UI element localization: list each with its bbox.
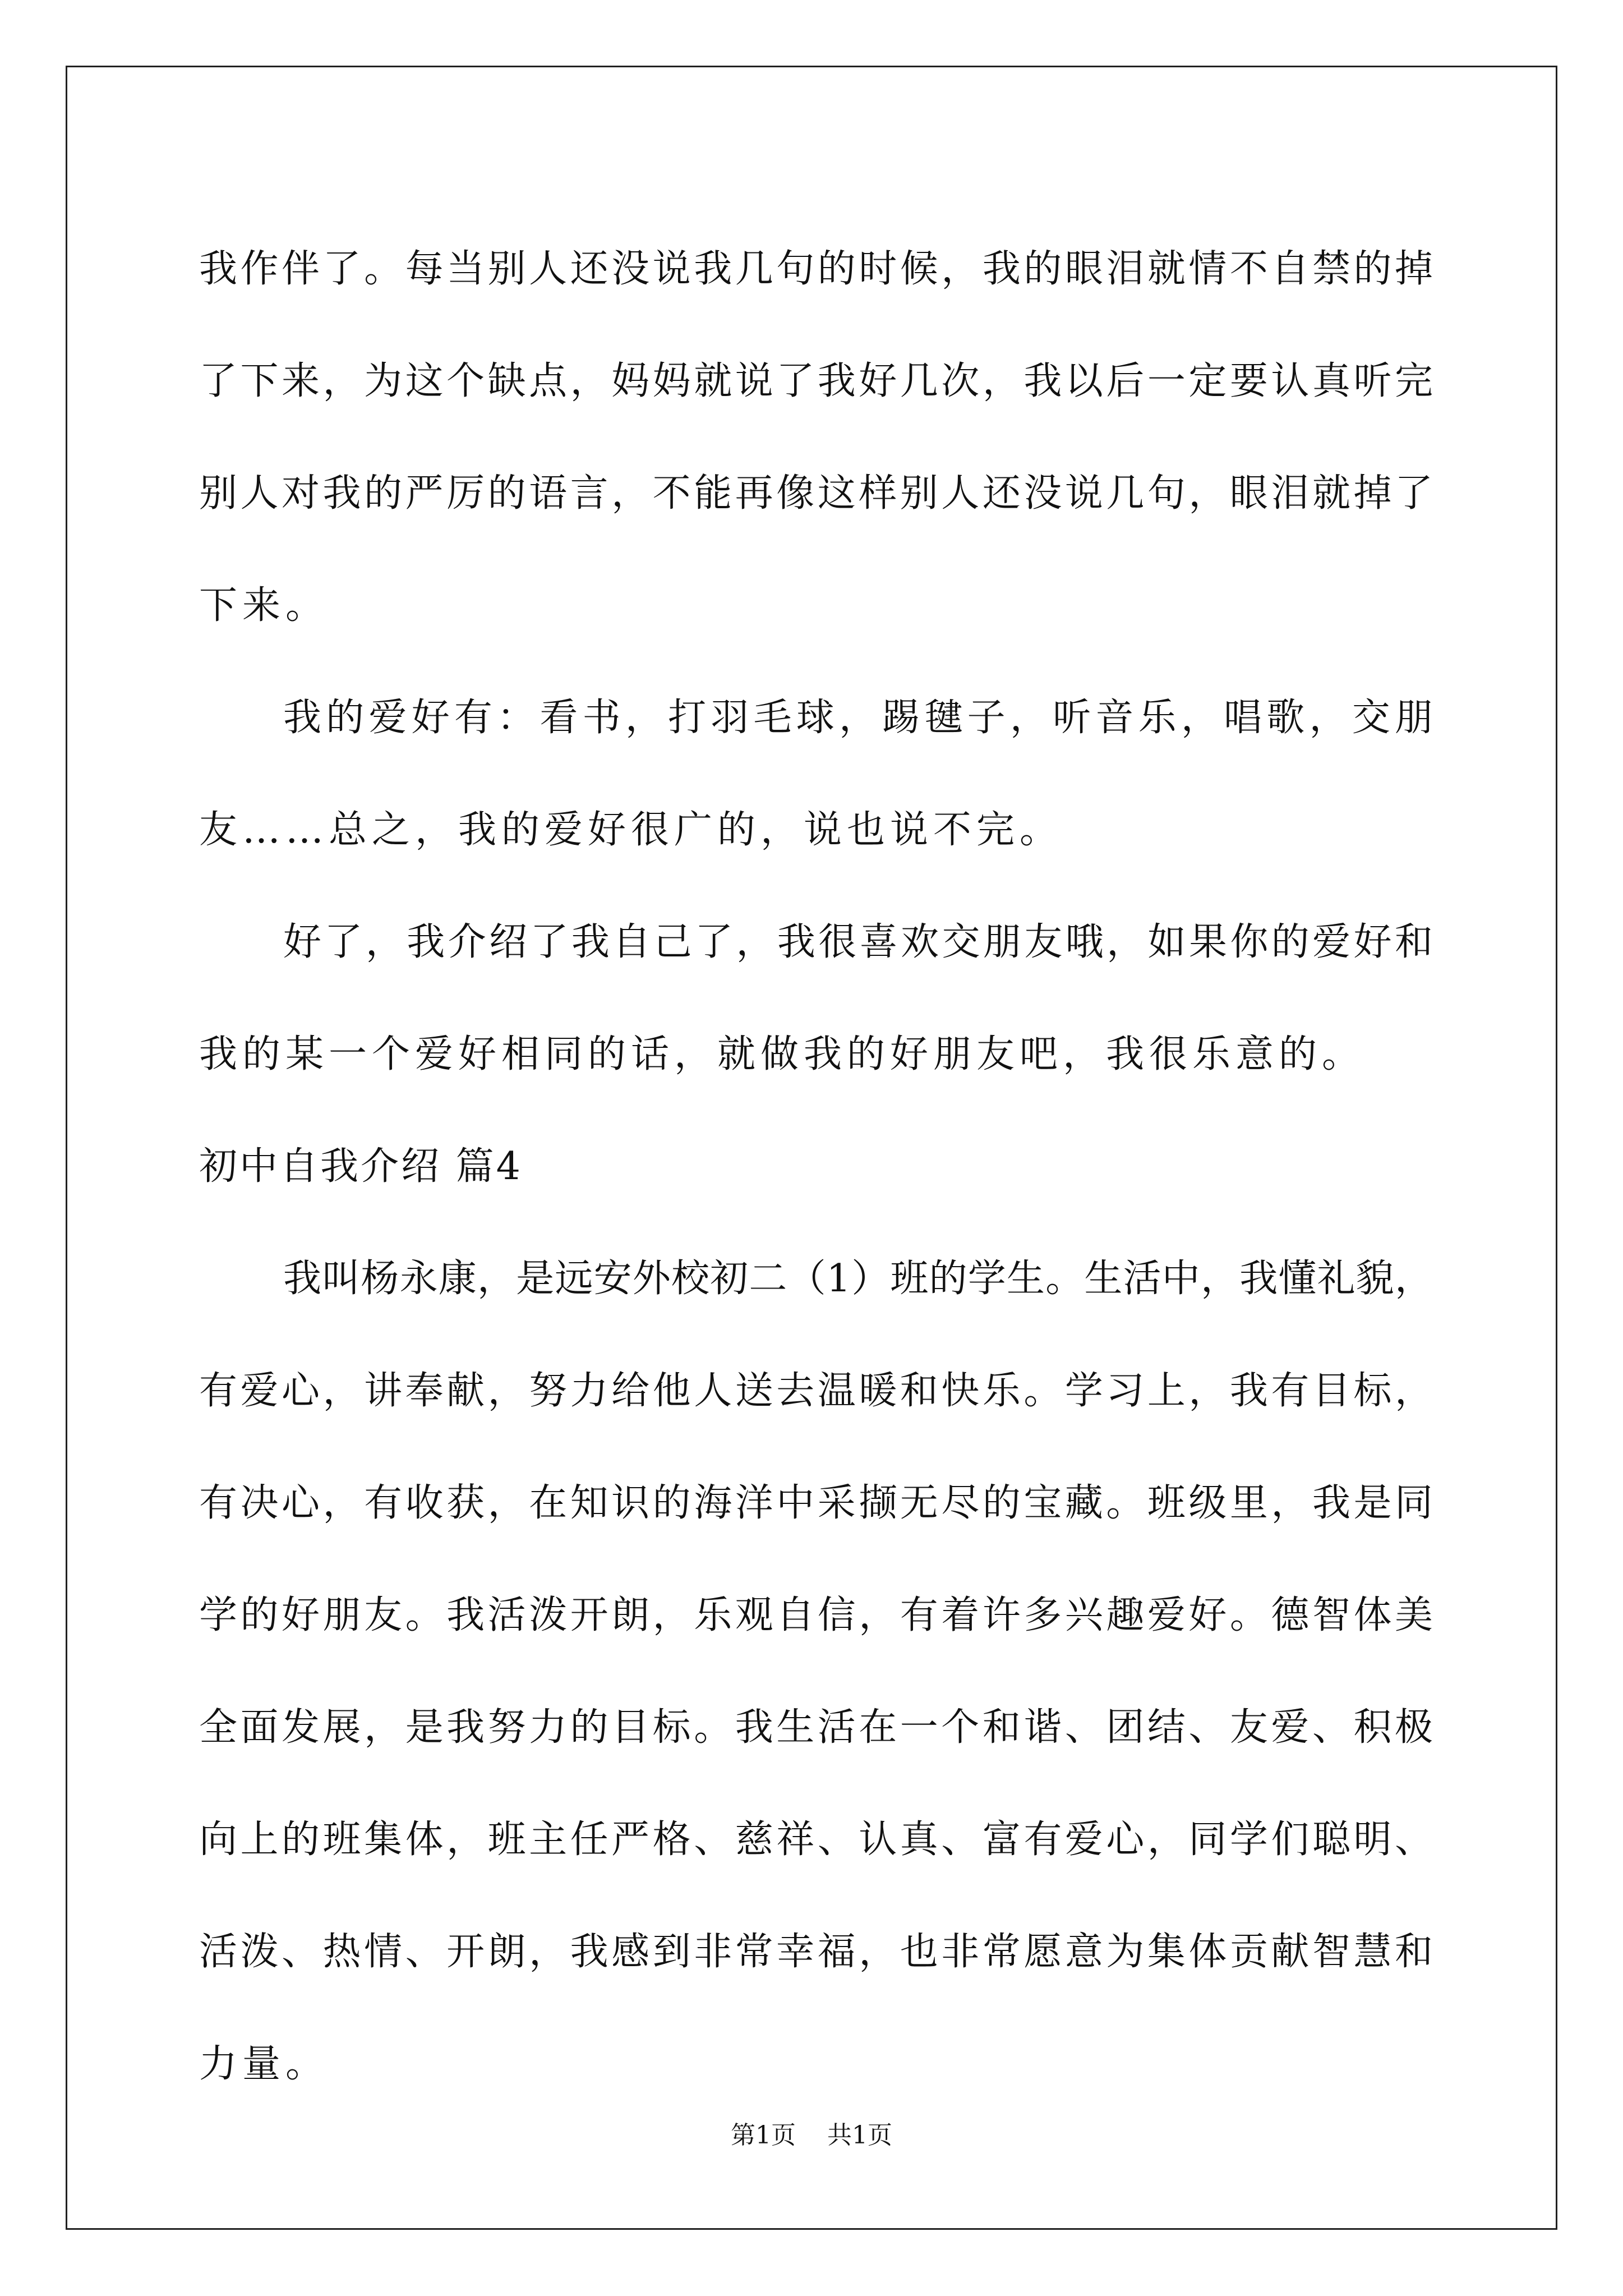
page-number-footer: 第1页 共1页	[731, 2121, 892, 2150]
text-line: 我的某一个爱好相同的话，就做我的好朋友吧，我很乐意的。	[199, 1032, 1366, 1076]
text-line: 我的爱好有：看书，打羽毛球，踢毽子，听音乐，唱歌，交朋	[283, 696, 1433, 740]
text-line: 向上的班集体，班主任严格、慈祥、认真、富有爱心，同学们聪明、	[199, 1818, 1433, 1862]
text-line: 有决心，有收获，在知识的海洋中采撷无尽的宝藏。班级里，我是同	[199, 1481, 1433, 1525]
text-line: 我叫杨永康，是远安外校初二（1）班的学生。生活中，我懂礼貌，	[283, 1257, 1433, 1301]
section-heading: 初中自我介绍 篇4	[199, 1144, 523, 1189]
text-line: 全面发展，是我努力的目标。我生活在一个和谐、团结、友爱、积极	[199, 1705, 1433, 1750]
text-line: 下来。	[199, 583, 329, 628]
text-line: 活泼、热情、开朗，我感到非常幸福，也非常愿意为集体贡献智慧和	[199, 1930, 1433, 1974]
document-body	[199, 213, 1433, 2120]
text-line: 有爱心，讲奉献，努力给他人送去温暖和快乐。学习上，我有目标，	[199, 1369, 1433, 1413]
text-line: 友……总之，我的爱好很广的，说也说不完。	[199, 808, 1063, 852]
text-line: 别人对我的严厉的语言，不能再像这样别人还没说几句，眼泪就掉了	[199, 471, 1433, 516]
text-line: 好了，我介绍了我自己了，我很喜欢交朋友哦，如果你的爱好和	[283, 920, 1433, 964]
text-line: 学的好朋友。我活泼开朗，乐观自信，有着许多兴趣爱好。德智体美	[199, 1593, 1433, 1637]
text-line: 了下来，为这个缺点，妈妈就说了我好几次，我以后一定要认真听完	[199, 359, 1433, 403]
text-line: 我作伴了。每当别人还没说我几句的时候，我的眼泪就情不自禁的掉	[199, 247, 1433, 291]
text-line: 力量。	[199, 2042, 329, 2086]
